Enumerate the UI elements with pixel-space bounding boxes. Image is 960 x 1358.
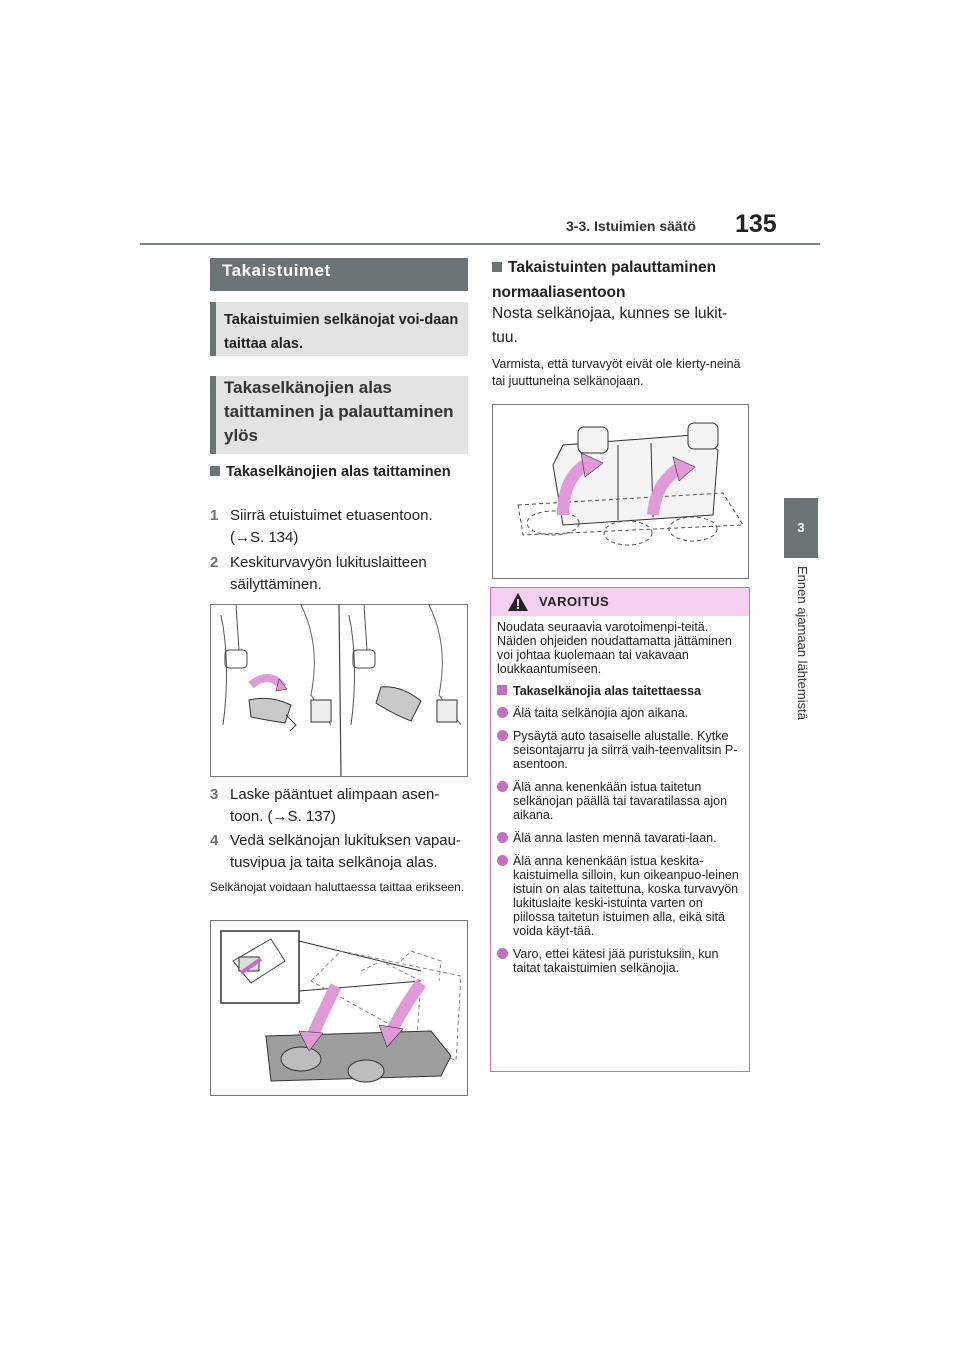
header-divider	[140, 243, 820, 245]
round-bullet-icon	[497, 730, 508, 741]
warning-intro: Noudata seuraavia varotoimenpi-teitä. Näiden ohjeiden noudattamatta jättäminen voi johtaa kuolemaan tai vakavaan loukkaantumiseen.	[497, 620, 732, 676]
fold-seatback-illustration	[210, 920, 468, 1096]
return-instruction: Nosta selkänojaa, kunnes se lukit-tuu.	[492, 305, 728, 346]
warning-item-text: Varo, ettei kätesi jää puristuksiin, kun taitat takaistuimien selkänojia.	[513, 947, 719, 975]
step-note: Selkänojat voidaan haluttaessa taittaa erikseen.	[210, 880, 465, 894]
step-text: Keskiturvavyön lukituslaitteen säilyttäminen.	[230, 554, 427, 593]
round-bullet-icon	[497, 855, 508, 866]
step-4	[210, 830, 468, 874]
round-bullet-icon	[497, 707, 508, 718]
round-bullet-icon	[497, 832, 508, 843]
step-number: 3	[210, 786, 219, 803]
step-number: 2	[210, 554, 219, 571]
procedure-heading-text: Takaselkänojien alas taittaminen	[226, 464, 451, 480]
warning-item	[497, 854, 743, 938]
return-heading	[492, 255, 750, 305]
subsection-heading: Takaselkänojien alas taittaminen ja palauttaminen ylös	[210, 376, 468, 454]
step-number: 1	[210, 507, 219, 524]
warning-item-text: Älä anna kenenkään istua taitetun selkänojan päällä tai tavaratilassa ajon aikana.	[513, 780, 728, 822]
square-bullet-icon	[210, 466, 220, 476]
square-bullet-icon	[497, 685, 507, 695]
warning-item	[497, 947, 743, 975]
step-1	[210, 505, 468, 549]
return-heading-text: Takaistuinten palauttaminen normaaliasentoon	[492, 259, 717, 301]
section-intro: Takaistuimien selkänojat voi-daan taittaa alas.	[210, 302, 468, 356]
warning-item	[497, 706, 743, 720]
chapter-tab: 3	[784, 498, 818, 558]
buckle-storage-illustration	[210, 604, 468, 777]
warning-item-text: Älä taita selkänojia ajon aikana.	[513, 706, 689, 720]
raise-seatback-illustration	[492, 404, 749, 579]
step-number: 4	[210, 832, 219, 849]
warning-body	[491, 616, 749, 988]
page-number: 135	[735, 210, 777, 238]
warning-item	[497, 780, 743, 822]
warning-header	[491, 588, 749, 616]
warning-item-text: Älä anna kenenkään istua keskita-kaistuimella silloin, kun oikeanpuo-leinen istuin on alas taitettuna, koska turvavyön lukituslaite keski-istuinta varten on piilossa taitetun istuimen alla, eikä sitä voida käyt-tää.	[513, 854, 739, 938]
warning-item-text: Älä anna lasten mennä tavarati-laan.	[513, 831, 717, 845]
warning-item-text: Pysäytä auto tasaiselle alustalle. Kytke seisontajarru ja siirrä vaih-teenvalitsin P-asentoon.	[513, 729, 738, 771]
step-2	[210, 552, 468, 596]
step-text: Siirrä etuistuimet etuasentoon. (→S. 134)	[230, 507, 433, 546]
chapter-title: Ennen ajamaan lähtemistä	[795, 566, 810, 720]
round-bullet-icon	[497, 781, 508, 792]
warning-title: VAROITUS	[539, 594, 610, 609]
square-bullet-icon	[492, 262, 502, 272]
warning-item	[497, 729, 743, 771]
round-bullet-icon	[497, 948, 508, 959]
procedure-heading	[210, 462, 468, 482]
warning-subheading	[497, 684, 743, 698]
step-3	[210, 784, 468, 828]
step-text: Vedä selkänojan lukituksen vapau-tusvipua ja taita selkänoja alas.	[230, 832, 461, 871]
section-heading: Takaistuimet	[210, 258, 468, 291]
warning-box	[490, 587, 750, 1072]
warning-triangle-icon	[507, 592, 529, 612]
warning-item	[497, 831, 743, 845]
section-title: 3-3. Istuimien säätö	[566, 218, 696, 234]
step-text: Laske pääntuet alimpaan asen-toon. (→S. 137)	[230, 786, 440, 825]
return-note: Varmista, että turvavyöt eivät ole kierty-neinä tai juuttuneina selkänojaan.	[492, 357, 741, 388]
warning-subheading-text: Takaselkänojia alas taitettaessa	[513, 684, 702, 698]
